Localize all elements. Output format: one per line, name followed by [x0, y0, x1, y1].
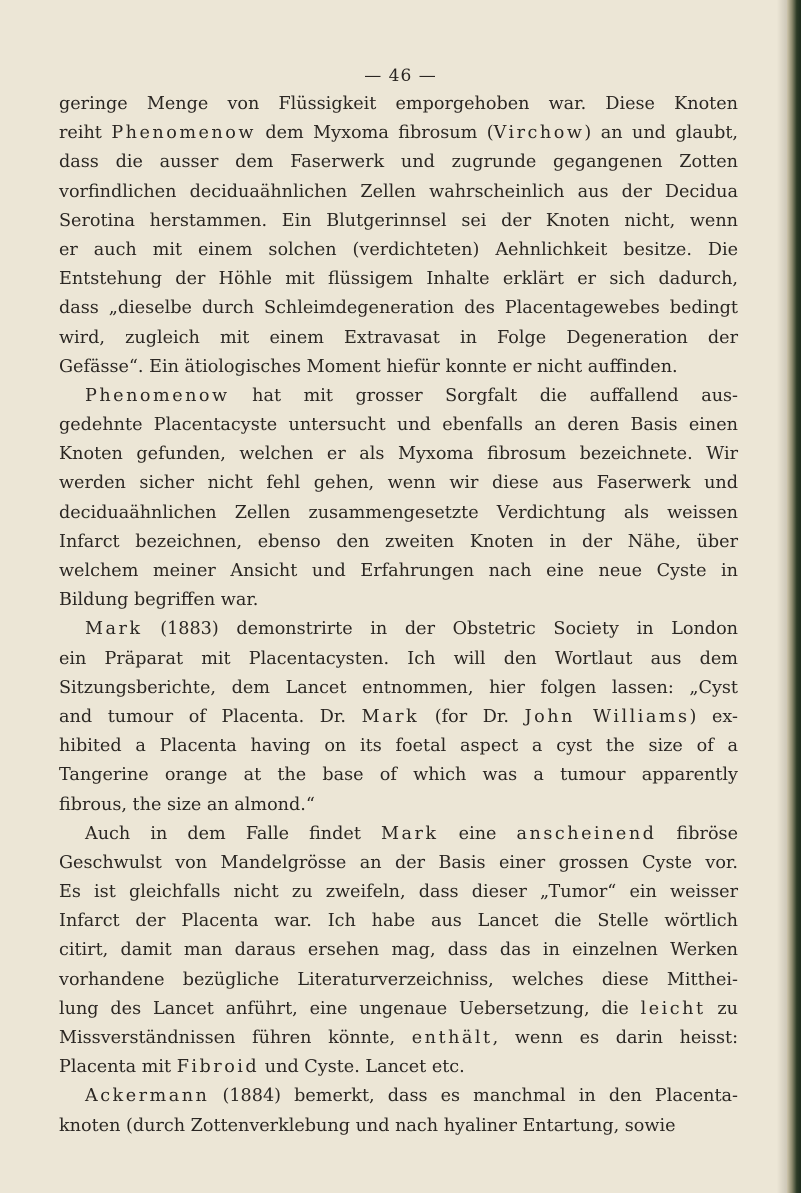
spaced-name: leicht	[640, 998, 706, 1019]
text-segment: Es ist gleichfalls nicht zu zweifeln, dass dieser „Tumor“ ein weisser	[59, 882, 738, 903]
spaced-name: Ackermann	[85, 1086, 210, 1107]
text-segment: Gefässe“. Ein ätiologisches Moment hiefür konnte er nicht auffinden.	[59, 356, 678, 377]
text-segment: welchem meiner Ansicht und Erfahrungen nach eine neue Cyste in	[59, 561, 738, 581]
text-segment: Placenta mit	[59, 1057, 177, 1078]
text-line	[59, 148, 738, 177]
spaced-name: Phenomenow	[111, 123, 256, 144]
text-segment: dass „dieselbe durch Schleimdegeneration des Placentagewebes bedingt	[59, 298, 738, 319]
text-line	[59, 528, 738, 557]
text-segment: Tangerine orange at the base of which was a tumour apparently	[59, 765, 738, 786]
text-line	[59, 732, 738, 761]
spaced-name: John Williams	[524, 706, 690, 727]
page-edge-shadow	[777, 0, 787, 1193]
text-segment: , wenn es darin heisst:	[492, 1028, 738, 1048]
text-segment: vorfindlichen deciduaähnlichen Zellen wahrscheinlich aus der Decidua	[59, 181, 738, 202]
text-segment: ein Präparat mit Placentacysten. Ich will den Wortlaut aus dem	[59, 648, 738, 669]
spaced-name: Virchow	[493, 123, 585, 144]
text-line	[59, 353, 738, 382]
text-line	[59, 499, 738, 528]
text-line	[59, 207, 738, 236]
text-segment: reiht	[59, 123, 112, 144]
text-segment: hat mit grosser Sorgfalt die auffallend aus-	[229, 385, 738, 406]
text-segment: deciduaähnlichen Zellen zusammengesetzte Verdichtung als weissen	[59, 502, 738, 523]
text-line	[59, 294, 738, 323]
book-binding-edge	[787, 0, 801, 1193]
text-segment: fibröse	[656, 823, 738, 844]
text-line	[59, 411, 738, 440]
text-segment: dem Myxoma fibrosum (	[255, 123, 494, 144]
text-segment: zu	[705, 998, 738, 1019]
spaced-name: enthält	[411, 1028, 493, 1048]
text-segment: Infarct bezeichnen, ebenso den zweiten Knoten in der Nähe, über	[59, 531, 738, 552]
text-line	[59, 936, 738, 965]
text-segment: gedehnte Placentacyste untersucht und ebenfalls an deren Basis einen	[59, 415, 738, 436]
text-line	[59, 878, 738, 907]
text-line	[59, 820, 738, 849]
text-line	[59, 615, 738, 644]
page-number: — 46 —	[364, 66, 437, 86]
text-segment: (1883) demonstrirte in der Obstetric Society in London	[142, 619, 738, 640]
text-line	[59, 382, 738, 411]
text-segment: (for Dr.	[419, 706, 525, 727]
text-segment: Entstehung der Höhle mit flüssigem Inhalte erklärt er sich dadurch,	[59, 269, 738, 290]
text-line	[59, 1112, 738, 1141]
text-line	[59, 265, 738, 294]
text-segment: und Cyste. Lancet etc.	[259, 1057, 465, 1078]
text-line	[59, 119, 738, 148]
text-segment: werden sicher nicht fehl gehen, wenn wir diese aus Faserwerk und	[59, 473, 738, 494]
spaced-name: Mark	[380, 823, 439, 844]
text-line	[59, 178, 738, 207]
text-line	[59, 849, 738, 878]
spaced-name: Fibroid	[176, 1057, 260, 1078]
text-line	[59, 1053, 738, 1082]
text-segment: and tumour of Placenta. Dr.	[59, 706, 362, 727]
text-segment: Geschwulst von Mandelgrösse an der Basis einer grossen Cyste vor.	[59, 852, 738, 873]
text-line	[59, 761, 738, 790]
text-segment: Auch in dem Falle findet	[85, 823, 381, 844]
spaced-name: Mark	[361, 706, 420, 727]
text-segment: wird, zugleich mit einem Extravasat in Folge Degeneration der	[59, 327, 738, 348]
text-line	[59, 995, 738, 1024]
text-line	[59, 1082, 738, 1111]
text-line	[59, 90, 738, 119]
text-line	[59, 557, 738, 586]
text-segment: Bildung begriffen war.	[59, 590, 259, 611]
text-segment: citirt, damit man daraus ersehen mag, dass das in einzelnen Werken	[59, 940, 738, 961]
text-segment: eine	[438, 823, 517, 844]
text-line	[59, 907, 738, 936]
spaced-name: anscheinend	[516, 823, 657, 844]
text-segment: Knoten gefunden, welchen er als Myxoma fibrosum bezeichnete. Wir	[59, 444, 738, 465]
text-segment: fibrous, the size an almond.“	[59, 794, 315, 815]
text-line	[59, 703, 738, 732]
text-segment: lung des Lancet anführt, eine ungenaue Uebersetzung, die	[59, 998, 641, 1019]
text-segment: hibited a Placenta having on its foetal aspect a cyst the size of a	[59, 736, 738, 757]
text-segment: (1884) bemerkt, dass es manchmal in den Placenta-	[209, 1086, 738, 1107]
text-segment: ) ex-	[689, 706, 738, 727]
text-segment: Infarct der Placenta war. Ich habe aus Lancet die Stelle wörtlich	[59, 911, 738, 932]
text-line	[59, 586, 738, 615]
text-line	[59, 645, 738, 674]
body-text	[59, 90, 738, 1141]
text-segment: vorhandene bezügliche Literaturverzeichniss, welches diese Mitthei-	[59, 969, 738, 990]
text-segment: Serotina herstammen. Ein Blutgerinnsel sei der Knoten nicht, wenn	[59, 210, 738, 231]
text-line	[59, 469, 738, 498]
text-segment: ) an und glaubt,	[584, 123, 738, 144]
text-segment: Sitzungsberichte, dem Lancet entnommen, hier folgen lassen: „Cyst	[59, 677, 738, 698]
text-segment: er auch mit einem solchen (verdichteten) Aehnlichkeit besitze. Die	[59, 239, 738, 260]
text-line	[59, 324, 738, 353]
text-line	[59, 791, 738, 820]
text-line	[59, 966, 738, 995]
spaced-name: Mark	[85, 619, 143, 640]
text-segment: dass die ausser dem Faserwerk und zugrunde gegangenen Zotten	[59, 152, 738, 173]
text-line	[59, 1024, 738, 1053]
text-line	[59, 674, 738, 703]
spaced-name: Phenomenow	[85, 385, 230, 406]
text-segment: geringe Menge von Flüssigkeit emporgehoben war. Diese Knoten	[59, 94, 738, 114]
text-line	[59, 236, 738, 265]
text-segment: Missverständnissen führen könnte,	[59, 1028, 412, 1048]
text-segment: knoten (durch Zottenverklebung und nach hyaliner Entartung, sowie	[59, 1115, 676, 1136]
text-line	[59, 440, 738, 469]
